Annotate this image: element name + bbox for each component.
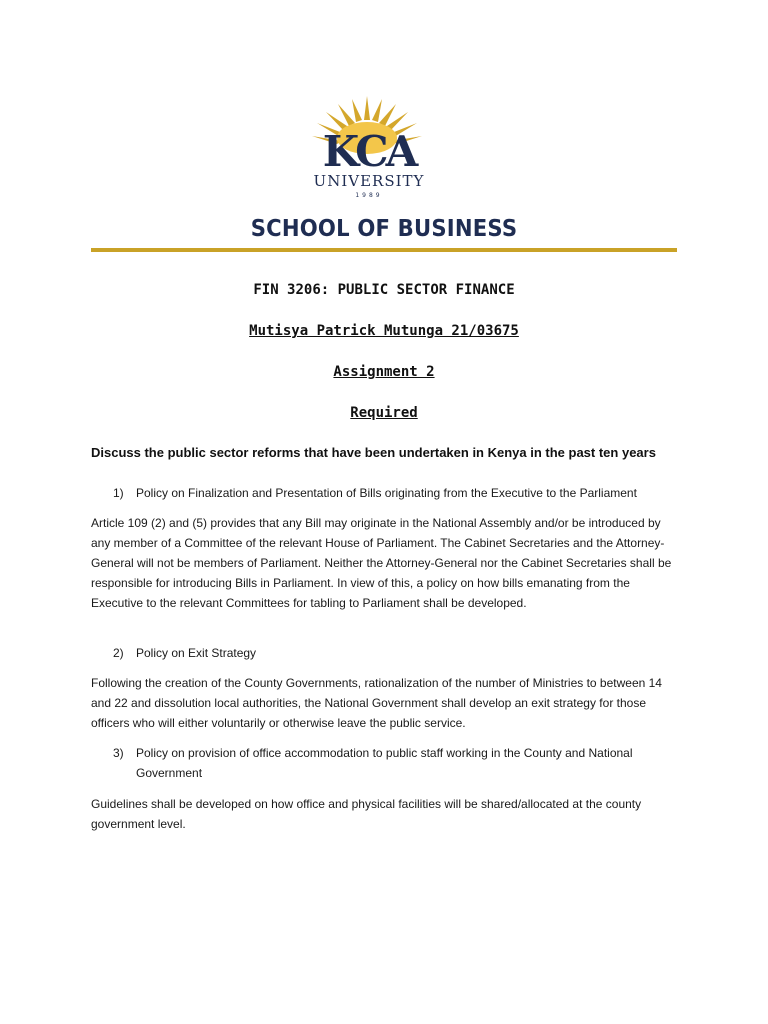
header-divider — [91, 248, 677, 252]
policy-body-1: Article 109 (2) and (5) provides that any Bill may originate in the National Assembly and/or be introduced by any member of a Committee of the relevant House of Parliament. The Cabinet Secretaries and the Attorney-General will not be members of Parliament. Neither the Attorney-General nor the Cabinet Secretaries shall be responsible for introducing Bills in Parliament. In view of this, a policy on how bills emanating from the Executive to the relevant Committees for tabling to Parliament shall be developed. — [91, 516, 672, 610]
required-heading: Required — [350, 405, 418, 421]
policy-number: 3) — [113, 746, 124, 760]
policy-body-3: Guidelines shall be developed on how office and physical facilities will be shared/allocated at the county government level. — [91, 797, 642, 831]
course-title: FIN 3206: PUBLIC SECTOR FINANCE — [253, 282, 515, 298]
assignment-title: Assignment 2 — [333, 364, 435, 380]
policy-body-2: Following the creation of the County Governments, rationalization of the number of Ministries to between 14 and 22 and dissolution local authorities, the National Government shall develop an exit strategy for those officers who will either voluntarily or otherwise leave the public service. — [91, 676, 662, 730]
question-text: Discuss the public sector reforms that have been undertaken in Kenya in the past ten years — [91, 445, 656, 460]
logo-year-text: 1989 — [355, 192, 383, 199]
assignment-line — [0, 364, 768, 380]
logo-mark-text: KCA — [322, 127, 416, 176]
policy-title: Policy on provision of office accommodation to public staff working in the County and National Government — [136, 746, 633, 780]
policy-heading-3 — [113, 743, 676, 783]
student-name: Mutisya Patrick Mutunga 21/03675 — [249, 323, 519, 339]
policy-title: Policy on Exit Strategy — [136, 646, 257, 660]
student-line — [0, 323, 768, 339]
school-heading: SCHOOL OF BUSINESS — [250, 216, 518, 242]
policy-title: Policy on Finalization and Presentation of Bills originating from the Executive to the Parliament — [136, 486, 637, 500]
required-line — [0, 405, 768, 421]
policy-number: 2) — [113, 646, 124, 660]
kca-university-logo — [300, 94, 440, 204]
policy-heading-1 — [113, 483, 676, 503]
policy-number: 1) — [113, 486, 124, 500]
logo-name-text: UNIVERSITY — [313, 172, 425, 190]
policy-heading-2 — [113, 643, 676, 663]
